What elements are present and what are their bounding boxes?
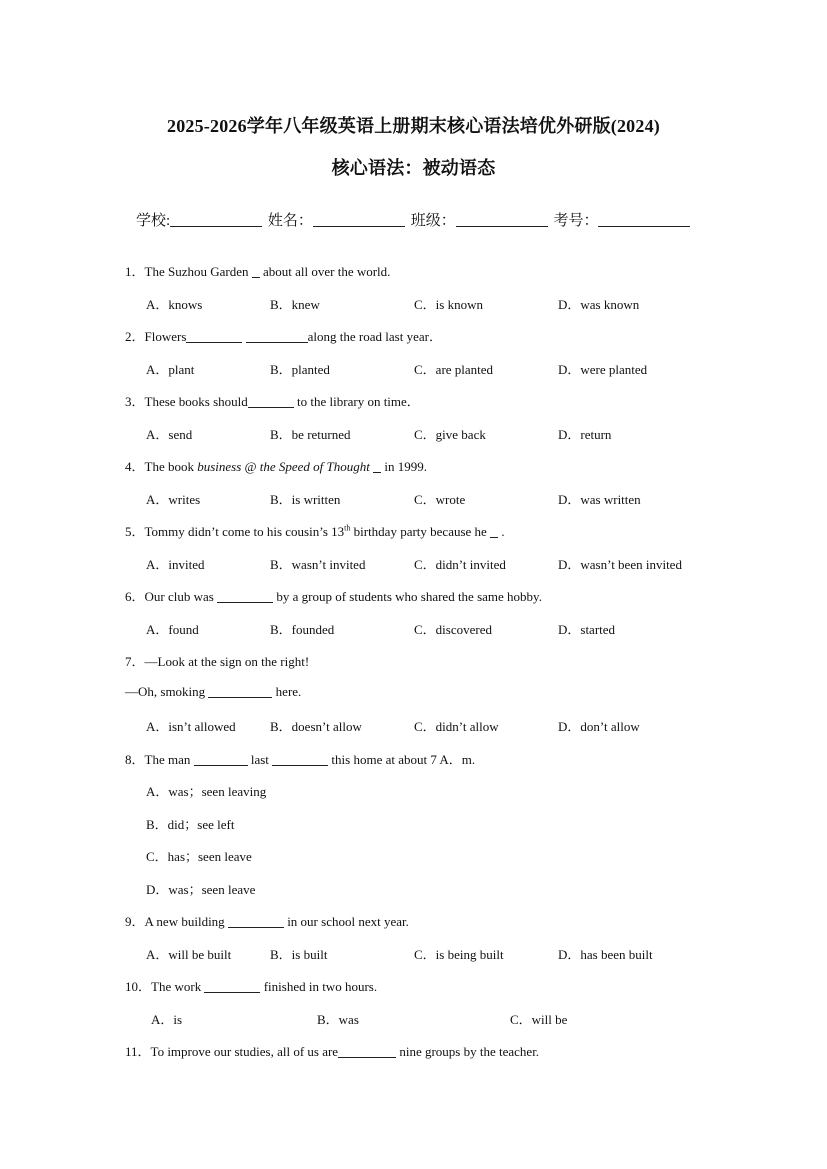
option-b[interactable]: B．wasn’t invited — [270, 557, 366, 572]
question-text: The work — [151, 979, 202, 994]
option-d[interactable]: D．started — [558, 622, 616, 637]
question-10 — [125, 976, 377, 995]
student-info-row — [136, 209, 692, 230]
question-number: 8． — [125, 752, 145, 767]
option-a[interactable]: A．isn’t allowed — [146, 719, 236, 734]
option-a[interactable]: A．was；seen leaving — [146, 784, 267, 799]
answer-blank[interactable] — [373, 460, 381, 473]
option-a[interactable]: A．will be built — [146, 947, 232, 962]
question-text: along the road last year． — [307, 329, 442, 344]
name-blank[interactable] — [313, 212, 405, 227]
question-text: by a group of students who shared the same hobby. — [276, 589, 542, 604]
answer-blank[interactable] — [208, 685, 272, 698]
option-b[interactable]: B．founded — [270, 622, 335, 637]
option-b[interactable]: B．did；see left — [146, 817, 235, 832]
answer-blank[interactable] — [186, 330, 242, 343]
book-title: business @ the Speed of Thought — [197, 459, 370, 474]
question-text: The man — [144, 752, 191, 767]
answer-blank[interactable] — [246, 330, 308, 343]
question-number: 10． — [125, 979, 152, 994]
option-b[interactable]: B．was — [317, 1012, 359, 1027]
option-d[interactable]: D．was；seen leave — [146, 882, 256, 897]
option-d[interactable]: D．was known — [558, 297, 640, 312]
option-c[interactable]: C．didn’t invited — [414, 557, 506, 572]
option-a[interactable]: A．found — [146, 622, 199, 637]
option-c[interactable]: C．wrote — [414, 492, 466, 507]
question-7-reply — [125, 684, 301, 700]
question-text: Our club was — [144, 589, 214, 604]
option-d[interactable]: D．return — [558, 427, 612, 442]
question-text: The Suzhou Garden — [144, 264, 249, 279]
question-8 — [125, 749, 475, 768]
answer-blank[interactable] — [194, 753, 248, 766]
option-c[interactable]: C．didn’t allow — [414, 719, 499, 734]
question-text: nine groups by the teacher. — [399, 1044, 540, 1059]
answer-blank[interactable] — [338, 1045, 396, 1058]
question-number: 3． — [125, 394, 145, 409]
answer-blank[interactable] — [490, 525, 498, 538]
option-d[interactable]: D．were planted — [558, 362, 648, 377]
option-a[interactable]: A．is — [151, 1012, 183, 1027]
question-text: These books should — [144, 394, 248, 409]
option-b[interactable]: B．planted — [270, 362, 330, 377]
question-text: to the library on time． — [297, 394, 420, 409]
question-number: 2． — [125, 329, 145, 344]
option-c[interactable]: C．has；seen leave — [146, 849, 252, 864]
option-b[interactable]: B．be returned — [270, 427, 351, 442]
option-c[interactable]: C．discovered — [414, 622, 492, 637]
question-number: 9． — [125, 914, 145, 929]
question-text: To improve our studies, all of us are — [150, 1044, 339, 1059]
option-b[interactable]: B．is built — [270, 947, 328, 962]
question-number: 6． — [125, 589, 145, 604]
question-text: A new building — [144, 914, 225, 929]
question-9 — [125, 911, 409, 930]
question-text: Flowers — [144, 329, 187, 344]
question-number: 1． — [125, 264, 145, 279]
question-number: 11． — [125, 1044, 151, 1059]
question-11 — [125, 1041, 539, 1060]
question-text: birthday party because he — [350, 524, 487, 539]
question-6 — [125, 586, 542, 605]
option-d[interactable]: D．wasn’t been invited — [558, 557, 682, 572]
question-number: 5． — [125, 524, 145, 539]
question-text: this home at about 7 A．m. — [331, 752, 476, 767]
question-number: 4． — [125, 459, 145, 474]
option-c[interactable]: C．is known — [414, 297, 483, 312]
question-text: in our school next year. — [287, 914, 409, 929]
question-text: —Look at the sign on the right! — [144, 654, 310, 669]
option-d[interactable]: D．was written — [558, 492, 641, 507]
option-c[interactable]: C．will be — [510, 1012, 568, 1027]
option-b[interactable]: B．is written — [270, 492, 341, 507]
question-text: —Oh, smoking — [125, 684, 206, 699]
option-b[interactable]: B．doesn’t allow — [270, 719, 362, 734]
option-c[interactable]: C．give back — [414, 427, 486, 442]
question-text: about all over the world. — [262, 264, 391, 279]
option-d[interactable]: D．has been built — [558, 947, 653, 962]
answer-blank[interactable] — [248, 395, 294, 408]
question-number: 7． — [125, 654, 145, 669]
question-text: Tommy didn’t come to his cousin’s 13 — [144, 524, 345, 539]
answer-blank[interactable] — [204, 980, 260, 993]
answer-blank[interactable] — [252, 265, 260, 278]
school-blank[interactable] — [170, 212, 262, 227]
class-blank[interactable] — [456, 212, 548, 227]
question-text: here. — [275, 684, 302, 699]
answer-blank[interactable] — [272, 753, 328, 766]
option-a[interactable]: A．knows — [146, 297, 203, 312]
option-a[interactable]: A．plant — [146, 362, 195, 377]
ordinal-suffix: th — [344, 523, 351, 533]
option-a[interactable]: A．writes — [146, 492, 201, 507]
question-7 — [125, 651, 309, 670]
question-4 — [125, 456, 427, 475]
exam-no-label: 考号： — [553, 213, 599, 229]
question-5 — [125, 521, 505, 540]
question-1 — [125, 261, 390, 280]
name-label: 姓名： — [267, 213, 313, 229]
class-label: 班级： — [410, 213, 456, 229]
exam-subtitle: 核心语法：被动语态 — [331, 158, 496, 178]
question-text: last — [250, 752, 269, 767]
option-c[interactable]: C．are planted — [414, 362, 494, 377]
option-b[interactable]: B．knew — [270, 297, 320, 312]
question-3 — [125, 391, 420, 410]
option-a[interactable]: A．invited — [146, 557, 205, 572]
exam-title: 2025-2026学年八年级英语上册期末核心语法培优外研版(2024) — [167, 116, 660, 136]
option-c[interactable]: C．is being built — [414, 947, 504, 962]
option-d[interactable]: D．don’t allow — [558, 719, 640, 734]
school-label: 学校: — [136, 213, 171, 229]
question-text: . — [501, 524, 505, 539]
question-text: finished in two hours. — [263, 979, 378, 994]
option-a[interactable]: A．send — [146, 427, 193, 442]
question-text: The book — [144, 459, 194, 474]
answer-blank[interactable] — [228, 915, 284, 928]
question-text: in 1999. — [384, 459, 428, 474]
answer-blank[interactable] — [217, 590, 273, 603]
exam-no-blank[interactable] — [598, 212, 690, 227]
question-2 — [125, 326, 442, 345]
